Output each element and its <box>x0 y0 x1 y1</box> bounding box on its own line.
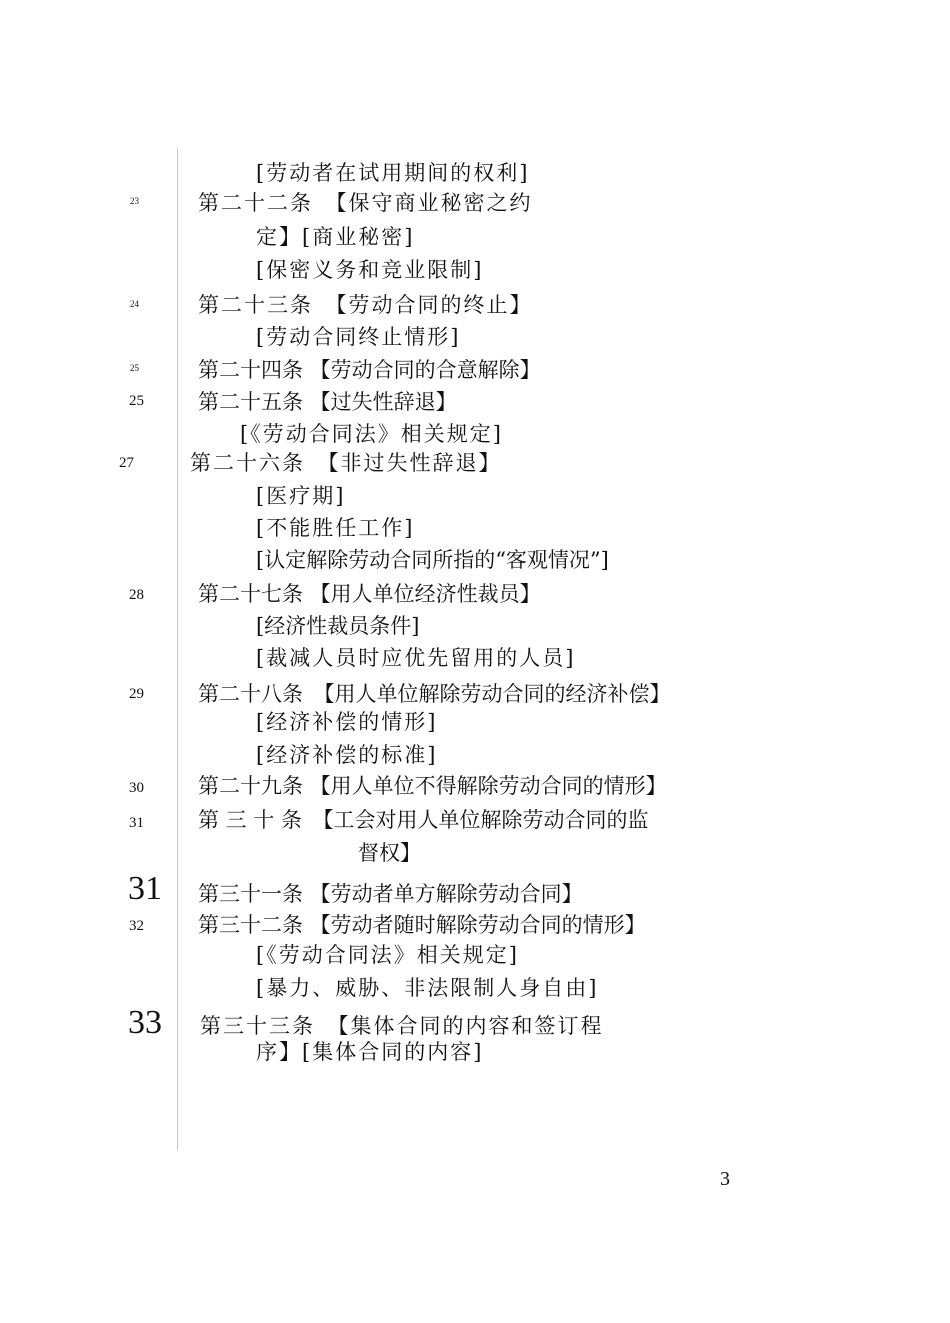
toc-subheading: [暴力、威胁、非法限制人身自由] <box>256 976 599 1000</box>
toc-article: 第二十九条 【用人单位不得解除劳动合同的情形】 <box>198 774 667 798</box>
toc-article: 第二十二条 【保守商业秘密之约 <box>198 191 533 215</box>
toc-article: 第二十四条 【劳动合同的合意解除】 <box>198 358 541 382</box>
margin-number: 25 <box>130 363 139 373</box>
margin-number: 23 <box>130 196 139 206</box>
toc-article: 第二十五条 【过失性辞退】 <box>198 390 457 414</box>
toc-subheading: [经济补偿的标准] <box>256 743 438 767</box>
page-number: 3 <box>720 1168 730 1190</box>
toc-subheading: [《劳动合同法》相关规定] <box>240 422 503 446</box>
toc-article: 第三十三条 【集体合同的内容和签订程 <box>200 1014 604 1038</box>
margin-number: 31 <box>128 870 162 907</box>
toc-subheading: [保密义务和竞业限制] <box>256 258 484 282</box>
toc-subheading: [不能胜任工作] <box>256 516 415 540</box>
toc-article: 第 三 十 条 【工会对用人单位解除劳动合同的监 <box>198 808 649 832</box>
margin-rule <box>177 148 178 1150</box>
toc-subheading: 序】[集体合同的内容] <box>256 1040 484 1064</box>
toc-subheading: [医疗期] <box>256 484 346 508</box>
toc-subheading: [劳动者在试用期间的权利] <box>256 161 530 185</box>
toc-subheading: [经济性裁员条件] <box>256 614 420 638</box>
margin-number: 27 <box>119 455 134 471</box>
toc-article: 第二十三条 【劳动合同的终止】 <box>198 293 533 317</box>
toc-subheading: [裁减人员时应优先留用的人员] <box>256 646 576 670</box>
margin-number: 33 <box>128 1004 162 1041</box>
toc-subheading: [《劳动合同法》相关规定] <box>256 943 519 967</box>
margin-number: 32 <box>129 918 144 934</box>
margin-number: 24 <box>130 299 139 309</box>
toc-article: 第二十六条 【非过失性辞退】 <box>190 451 502 475</box>
margin-number: 31 <box>129 815 144 831</box>
margin-number: 29 <box>129 686 144 702</box>
toc-subheading: [经济补偿的情形] <box>256 710 438 734</box>
margin-number: 25 <box>129 393 144 409</box>
toc-subheading: [认定解除劳动合同所指的“客观情况”] <box>256 548 609 572</box>
toc-article-continuation: 督权】 <box>358 841 421 865</box>
toc-subheading: 定】[商业秘密] <box>256 225 415 249</box>
toc-article: 第二十八条 【用人单位解除劳动合同的经济补偿】 <box>198 682 671 706</box>
toc-subheading: [劳动合同终止情形] <box>256 325 461 349</box>
margin-number: 28 <box>129 587 144 603</box>
toc-article: 第三十二条 【劳动者随时解除劳动合同的情形】 <box>198 913 646 937</box>
toc-article: 第三十一条 【劳动者单方解除劳动合同】 <box>198 882 583 906</box>
toc-article: 第二十七条 【用人单位经济性裁员】 <box>198 582 541 606</box>
margin-number: 30 <box>129 780 144 796</box>
